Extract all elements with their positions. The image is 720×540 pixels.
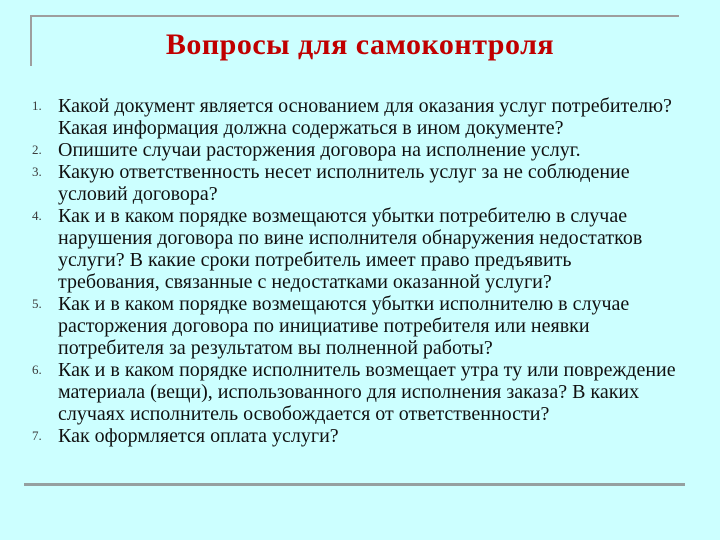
slide-title: Вопросы для самоконтроля bbox=[165, 28, 555, 61]
question-item bbox=[30, 205, 678, 293]
question-text: Какую ответственность несет исполнитель услуг за не соблюдение условий договора? bbox=[58, 161, 630, 205]
question-item bbox=[30, 161, 678, 205]
question-item bbox=[30, 293, 678, 359]
question-text: Опишите случаи расторжения договора на исполнение услуг. bbox=[58, 139, 581, 161]
question-list bbox=[30, 95, 678, 447]
question-number: 1. bbox=[32, 98, 42, 113]
question-item bbox=[30, 139, 678, 161]
question-number: 5. bbox=[32, 296, 42, 311]
question-text: Как оформляется оплата услуги? bbox=[58, 425, 339, 447]
question-text: Как и в каком порядке исполнитель возмещает утра ту или повреждение материала (вещи), использованного для исполнения заказа? В каких случаях исполнитель освобождается от ответственности? bbox=[58, 359, 676, 425]
question-number: 6. bbox=[32, 362, 42, 377]
question-number: 4. bbox=[32, 208, 42, 223]
question-number: 2. bbox=[32, 142, 42, 157]
question-number: 3. bbox=[32, 164, 42, 179]
question-item bbox=[30, 425, 678, 447]
question-text: Как и в каком порядке возмещаются убытки потребителю в случае нарушения договора по вине исполнителя обнаружения недостатков услуги? В какие сроки потребитель имеет право предъявить требования, связанные с недостатками оказанной услуги? bbox=[58, 205, 643, 293]
frame-top-line bbox=[30, 15, 679, 17]
question-text: Как и в каком порядке возмещаются убытки исполнителю в случае расторжения договора по инициативе потребителя или неявки потребителя за результатом вы полненной работы? bbox=[58, 293, 630, 359]
question-item bbox=[30, 95, 678, 139]
question-number: 7. bbox=[32, 428, 42, 443]
bottom-rule-line bbox=[24, 483, 685, 486]
question-item bbox=[30, 359, 678, 425]
question-text: Какой документ является основанием для оказания услуг потребителю? Какая информация должна содержаться в ином документе? bbox=[58, 95, 672, 139]
